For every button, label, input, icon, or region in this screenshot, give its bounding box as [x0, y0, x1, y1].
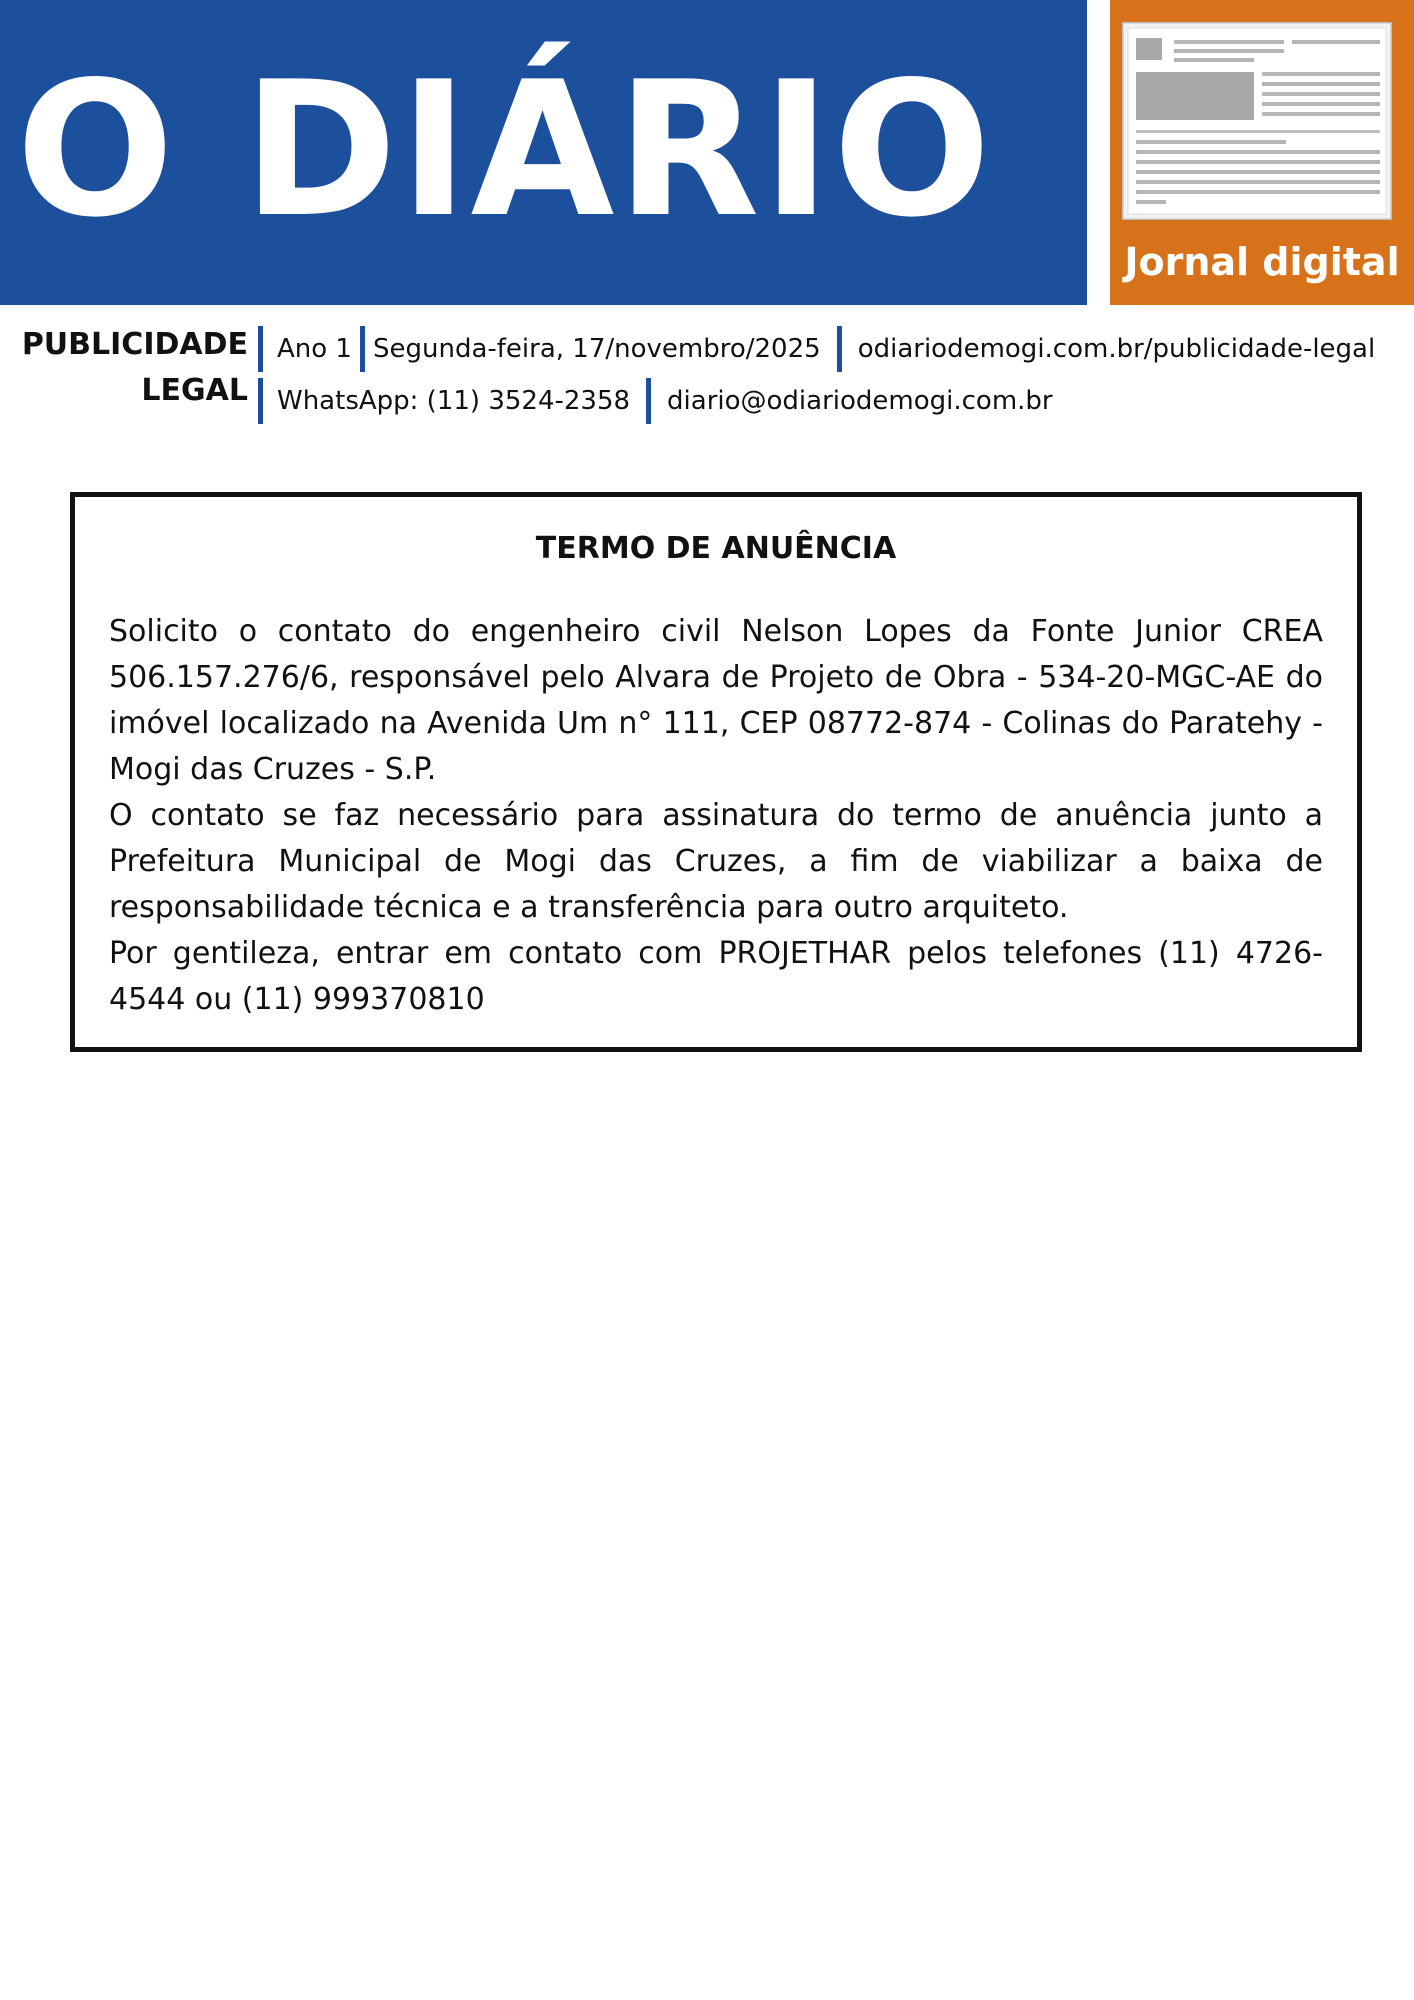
notice-paragraph: Por gentileza, entrar em contato com PROJETHAR pelos telefones (11) 4726-4544 ou (11) 999370810 [109, 936, 1323, 1017]
notice-paragraph: Solicito o contato do engenheiro civil Nelson Lopes da Fonte Junior CREA 506.157.276/6, responsável pelo Alvara de Projeto de Obra - 534-20-MGC-AE do imóvel localizado na Avenida Um n° 111, CEP 08772-874 - Colinas do Paratehy - Mogi das Cruzes - S.P. [109, 614, 1323, 787]
newspaper-logo-title: O DIÁRIO [16, 41, 993, 258]
jornal-digital-label: Jornal digital [1124, 240, 1400, 284]
divider [360, 326, 365, 372]
notice-paragraph: O contato se faz necessário para assinatura do termo de anuência junto a Prefeitura Municipal de Mogi das Cruzes, a fim de viabilizar a baixa de responsabilidade técnica e a transferência para outro arquiteto. [109, 798, 1323, 925]
divider [258, 326, 263, 372]
masthead-badge-panel [1110, 0, 1414, 305]
divider [837, 326, 842, 372]
section-label-line2: LEGAL [141, 373, 248, 408]
section-label [0, 322, 248, 414]
notice-body [109, 609, 1323, 1023]
divider [646, 378, 651, 424]
edition-number: Ano 1 [277, 334, 352, 364]
notice-title: TERMO DE ANUÊNCIA [535, 531, 897, 566]
email-link[interactable]: diario@odiariodemogi.com.br [667, 386, 1053, 416]
legal-notice-box [70, 492, 1362, 1052]
edition-info-row-1 [258, 323, 1408, 375]
edition-date: Segunda-feira, 17/novembro/2025 [372, 334, 821, 364]
section-label-line1: PUBLICIDADE [21, 327, 248, 362]
divider [258, 378, 263, 424]
website-link[interactable]: odiariodemogi.com.br/publicidade-legal [857, 334, 1376, 364]
newspaper-icon [1122, 22, 1392, 220]
masthead-logo-panel [0, 0, 1087, 305]
masthead [0, 0, 1414, 305]
edition-info-row-2 [258, 375, 1408, 427]
whatsapp-contact: WhatsApp: (11) 3524-2358 [277, 386, 631, 416]
edition-info [258, 323, 1408, 427]
